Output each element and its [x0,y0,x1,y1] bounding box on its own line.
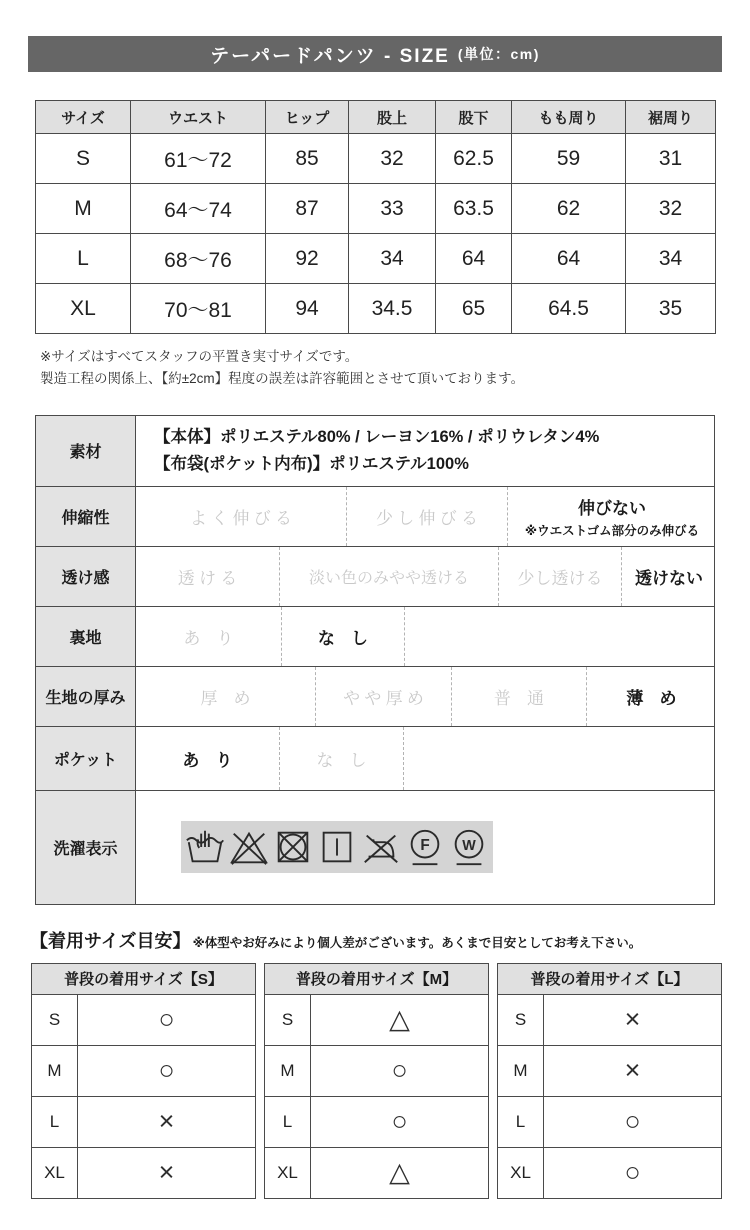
spec-row-stretch [36,486,714,546]
spec-option: 少し伸びる [346,487,507,546]
fit-table-l [497,963,722,1199]
wet-clean-w-gentle-icon [448,826,490,868]
fit-table-row [32,1045,256,1096]
size-table-cell: 87 [266,184,349,234]
fit-size-cell: L [498,1096,544,1147]
size-table-header-cell: ウエスト [131,101,266,134]
fit-table-row [265,1045,489,1096]
size-table-row [36,234,716,284]
spec-label: 裏地 [36,607,136,666]
size-notes [40,346,750,391]
fit-mark-cell: × [544,994,722,1045]
spec-label: 生地の厚み [36,667,136,726]
fit-mark-cell: ○ [311,1045,489,1096]
spec-option-note: ※ウエストゴム部分のみ伸びる [524,523,700,538]
fit-table-row [498,1045,722,1096]
spec-row-material [36,416,714,486]
size-table-cell: 64 [436,234,512,284]
line-dry-icon [316,826,358,868]
spec-row-pocket [36,726,714,790]
size-table-cell: 70〜81 [131,284,266,334]
size-label-cell: M [36,184,131,234]
size-table-cell: 32 [626,184,716,234]
size-table-cell: 63.5 [436,184,512,234]
size-table-header-cell: サイズ [36,101,131,134]
spec-option: なし [279,727,403,790]
spec-row-sheerness [36,546,714,606]
fit-heading-note: ※体型やお好みにより個人差がございます。あくまで目安としてお考え下さい。 [192,935,642,950]
spec-option-label: 伸びない [578,498,646,518]
spec-option-active [507,487,716,546]
spec-label: 素材 [36,416,136,486]
spec-row-thickness [36,666,714,726]
spec-option-filler [403,727,714,790]
size-label-cell: XL [36,284,131,334]
spec-option: 淡い色のみやや透ける [279,547,498,606]
size-table-cell: 94 [266,284,349,334]
fit-mark-cell: △ [311,1147,489,1198]
fit-mark-cell: △ [311,994,489,1045]
fit-size-cell: XL [265,1147,311,1198]
fit-size-cell: XL [498,1147,544,1198]
spec-option: 透ける [177,568,242,588]
size-table-header-row [36,101,716,134]
spec-option-active: 透けない [621,547,716,606]
size-table-header-cell: 股上 [349,101,436,134]
spec-label: ポケット [36,727,136,790]
fit-table-row [498,994,722,1045]
size-note-line: 製造工程の関係上、【約±2cm】程度の誤差は許容範囲とさせて頂いております。 [40,371,525,387]
fit-table-m [264,963,489,1199]
hand-wash-icon [184,826,226,868]
size-table [35,100,716,334]
material-text [136,424,599,477]
spec-label: 洗濯表示 [36,791,136,904]
spec-option: 少し透ける [498,547,621,606]
fit-table-title: 普段の着用サイズ【S】 [32,963,256,994]
fit-size-cell: S [265,994,311,1045]
size-table-cell: 65 [436,284,512,334]
fit-size-cell: L [32,1096,78,1147]
fit-mark-cell: ○ [78,994,256,1045]
fit-table-row [498,1147,722,1198]
spec-option: あり [183,628,250,648]
fit-table-row [265,1096,489,1147]
spec-option: 厚め [200,688,267,708]
svg-text:W: W [462,837,476,854]
fit-table-title: 普段の着用サイズ【M】 [265,963,489,994]
fit-mark-cell: ○ [78,1045,256,1096]
fit-size-cell: M [32,1045,78,1096]
size-table-cell: 62 [512,184,626,234]
fit-table-row [32,1096,256,1147]
fit-size-cell: S [32,994,78,1045]
fit-table-row [498,1096,722,1147]
size-table-cell: 32 [349,134,436,184]
fit-mark-cell: × [544,1045,722,1096]
size-table-row [36,134,716,184]
size-table-cell: 31 [626,134,716,184]
fit-size-cell: S [498,994,544,1045]
spec-option: やや厚め [315,667,451,726]
size-table-cell: 34 [626,234,716,284]
size-table-header-cell: 股下 [436,101,512,134]
size-table-cell: 85 [266,134,349,184]
fit-tables [31,963,750,1199]
fit-table-s [31,963,256,1199]
size-label-cell: S [36,134,131,184]
fit-mark-cell: ○ [544,1147,722,1198]
spec-label: 伸縮性 [36,487,136,546]
size-table-cell: 62.5 [436,134,512,184]
size-table-row [36,284,716,334]
size-table-header-cell: 裾周り [626,101,716,134]
size-label-cell: L [36,234,131,284]
spec-table [35,415,715,905]
size-table-cell: 64〜74 [131,184,266,234]
fit-table-row [32,1147,256,1198]
fit-table-row [32,994,256,1045]
size-table-cell: 33 [349,184,436,234]
fit-mark-cell: ○ [311,1096,489,1147]
size-table-header-cell: もも周り [512,101,626,134]
fit-table-row [265,1147,489,1198]
do-not-iron-icon [360,826,402,868]
fit-section-heading [30,927,750,953]
fit-table-title: 普段の着用サイズ【L】 [498,963,722,994]
size-table-cell: 35 [626,284,716,334]
title-bar [28,36,722,72]
fit-table-row [265,994,489,1045]
fit-heading-title: 【着用サイズ目安】 [30,930,191,951]
size-table-cell: 59 [512,134,626,184]
fit-mark-cell: × [78,1096,256,1147]
material-line: 【本体】ポリエステル80% / レーヨン16% / ポリウレタン4% [154,428,600,447]
size-table-cell: 68〜76 [131,234,266,284]
material-line: 【布袋(ポケット内布)】ポリエステル100% [154,454,469,473]
size-table-cell: 34.5 [349,284,436,334]
size-table-row [36,184,716,234]
spec-row-lining [36,606,714,666]
page-title: テーパードパンツ - SIZE [210,45,450,67]
spec-option: よく伸びる [190,508,297,528]
unit-label: (単位：cm) [457,46,540,62]
size-table-cell: 61〜72 [131,134,266,184]
fit-size-cell: M [265,1045,311,1096]
spec-label: 透け感 [36,547,136,606]
do-not-tumble-dry-icon [272,826,314,868]
size-table-header-cell: ヒップ [266,101,349,134]
dry-clean-f-gentle-icon [404,826,446,868]
spec-row-care [36,790,714,904]
size-note-line: ※サイズはすべてスタッフの平置き実寸サイズです。 [40,349,359,364]
fit-size-cell: L [265,1096,311,1147]
spec-option: 普通 [451,667,586,726]
size-table-cell: 64 [512,234,626,284]
size-table-cell: 92 [266,234,349,284]
fit-mark-cell: × [78,1147,256,1198]
spec-option-active: なし [281,607,404,666]
spec-option-filler [404,607,714,666]
svg-text:F: F [420,836,430,854]
size-table-cell: 64.5 [512,284,626,334]
spec-option-active: あり [182,750,249,770]
size-table-cell: 34 [349,234,436,284]
spec-option-active: 薄め [586,667,716,726]
fit-size-cell: M [498,1045,544,1096]
fit-mark-cell: ○ [544,1096,722,1147]
care-label-strip [181,821,493,873]
fit-size-cell: XL [32,1147,78,1198]
do-not-bleach-icon [228,826,270,868]
